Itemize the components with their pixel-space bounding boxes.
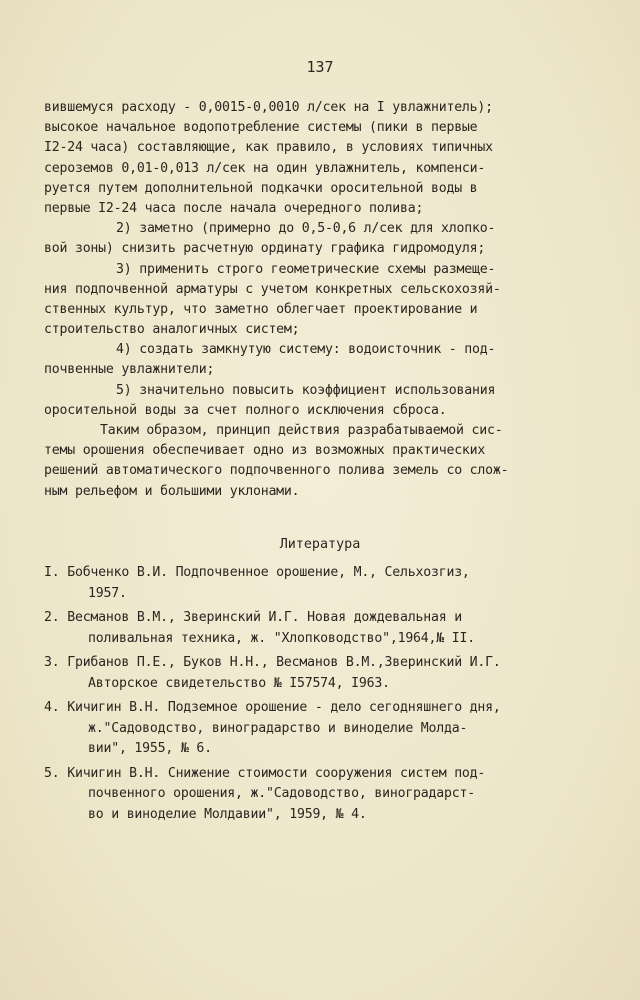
body-line: I2-24 часа) составляющие, как правило, в условиях типичных [44,140,493,156]
body-line: 4) создать замкнутую систему: водоисточник - под- [116,342,496,358]
body-line: вившемуся расходу - 0,0015-0,0010 л/сек на I увлажнитель); [44,100,493,115]
reference-line: 1957. [88,585,127,601]
body-line: вой зоны) снизить расчетную ординату графика гидромодуля; [44,241,486,257]
body-line: первые I2-24 часа после начала очередного полива; [44,200,424,216]
reference-line: 2. Весманов В.М., Зверинский И.Г. Новая дождевальная и [44,610,462,625]
body-line: строительство аналогичных систем; [44,322,300,338]
reference-line: I. Бобченко В.И. Подпочвенное орошение, М., Сельхозгиз, [44,565,470,580]
reference-item [44,653,604,694]
body-line: ния подпочвенной арматуры с учетом конкретных сельскохозяй- [44,281,501,297]
body-text [44,98,584,502]
body-line: оросительной воды за счет полного исключения сброса. [44,402,447,418]
references-heading: Литература [279,537,361,552]
references-list [44,563,604,825]
body-line: 3) применить строго геометрические схемы размеще- [116,261,496,277]
reference-line: поливальная техника, ж. "Хлопководство",1964,№ II. [88,630,475,646]
reference-item [44,764,604,826]
reference-line: во и виноделие Молдавии", 1959, № 4. [88,806,367,822]
body-line: руется путем дополнительной подкачки оросительной воды в [44,180,478,196]
page-number: 137 [306,58,334,76]
body-line: темы орошения обеспечивает одно из возможных практических [44,443,486,459]
reference-line: 5. Кичигин В.Н. Снижение стоимости сооружения систем под- [44,765,486,781]
reference-line: ж."Садоводство, виноградарство и виноделие Молда- [88,720,468,736]
reference-line: вии", 1955, № 6. [88,741,212,756]
body-line: Таким образом, принцип действия разрабатываемой сис- [100,423,503,438]
reference-line: почвенного орошения, ж."Садоводство, виноградарст- [88,786,475,801]
body-line: ным рельефом и большими уклонами. [44,483,300,499]
body-line: высокое начальное водопотребление системы (пики в первые [44,120,478,136]
body-line: почвенные увлажнители; [44,362,215,378]
reference-item [44,698,604,760]
reference-line: Авторское свидетельство № I57574, I963. [88,675,390,691]
reference-line: 4. Кичигин В.Н. Подземное орошение - дело сегодняшнего дня, [44,700,501,715]
body-line: решений автоматического подпочвенного полива земель со слож- [44,463,509,479]
body-line: ственных культур, что заметно облегчает проектирование и [44,301,478,317]
body-line: 5) значительно повысить коэффициент использования [116,382,496,398]
body-line: сероземов 0,01-0,013 л/сек на один увлажнитель, компенси- [44,160,486,176]
reference-line: 3. Грибанов П.Е., Буков Н.Н., Весманов В.М.,Зверинский И.Г. [44,655,501,670]
body-line: 2) заметно (примерно до 0,5-0,6 л/сек для хлопко- [116,221,496,237]
reference-item [44,608,604,649]
reference-item [44,563,604,604]
